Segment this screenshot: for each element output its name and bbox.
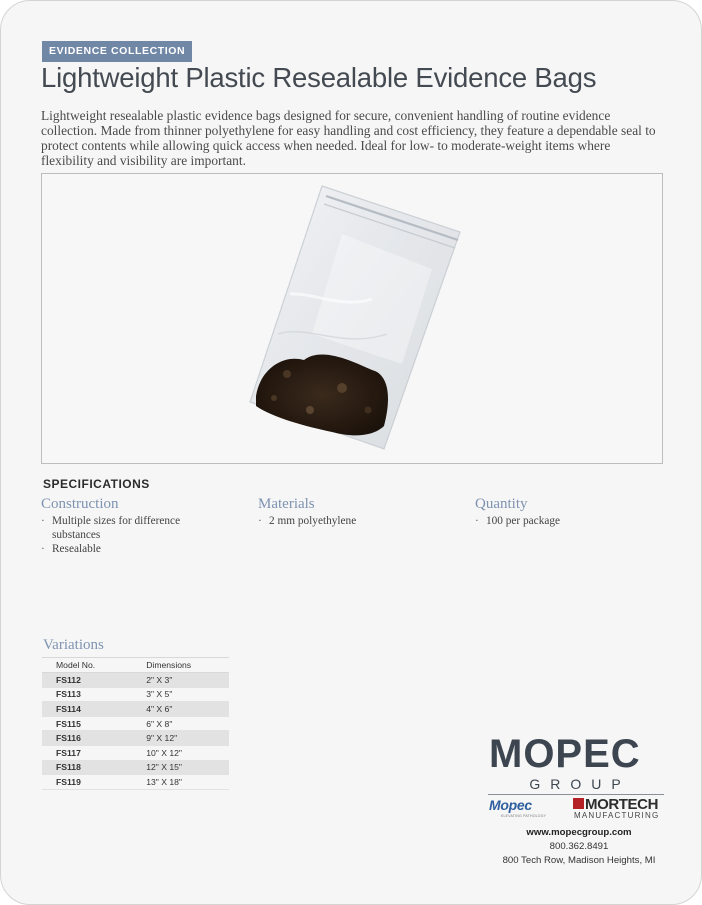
category-tag: EVIDENCE COLLECTION xyxy=(42,41,192,62)
table-row xyxy=(42,687,229,702)
variations-title: Variations xyxy=(43,637,104,653)
dimensions-cell: 10" X 12" xyxy=(126,745,229,760)
column-header-dimensions: Dimensions xyxy=(126,658,229,673)
spec-list-quantity xyxy=(475,515,665,529)
spec-list-construction xyxy=(41,515,231,556)
specifications-heading: SPECIFICATIONS xyxy=(43,477,150,491)
model-cell: FS117 xyxy=(42,745,126,760)
table-row xyxy=(42,745,229,760)
logo-group-text: GROUP xyxy=(529,776,631,792)
model-cell: FS115 xyxy=(42,716,126,731)
list-item: · Multiple sizes for difference substances xyxy=(41,515,231,543)
mopec-group-logo xyxy=(488,732,668,795)
table-row xyxy=(42,775,229,790)
contact-info xyxy=(481,826,677,868)
website-link[interactable]: www.mopecgroup.com xyxy=(526,827,632,838)
variations-table xyxy=(42,657,229,790)
dimensions-cell: 6" X 8" xyxy=(126,716,229,731)
sub-brand-logos xyxy=(489,797,665,823)
model-cell: FS112 xyxy=(42,673,126,688)
model-cell: FS113 xyxy=(42,687,126,702)
model-cell: FS114 xyxy=(42,702,126,717)
evidence-bag-photo xyxy=(42,174,662,463)
spec-title-materials: Materials xyxy=(258,496,315,512)
mopec-sub-tagline: ELEVATING PATHOLOGY xyxy=(501,814,547,818)
list-item: · 100 per package xyxy=(475,515,665,529)
spec-column-construction xyxy=(41,495,231,556)
model-cell: FS116 xyxy=(42,731,126,746)
list-item: · Resealable xyxy=(41,543,231,557)
dimensions-cell: 4" X 6" xyxy=(126,702,229,717)
page-title: Lightweight Plastic Resealable Evidence Bags xyxy=(41,62,597,93)
list-item: · 2 mm polyethylene xyxy=(258,515,448,529)
product-photo-frame xyxy=(41,173,663,464)
dimensions-cell: 12" X 15" xyxy=(126,760,229,775)
logo-wordmark: MOPEC xyxy=(489,732,641,776)
column-header-model: Model No. xyxy=(42,658,126,673)
spec-title-construction: Construction xyxy=(41,496,119,512)
table-header-row xyxy=(42,658,229,673)
table-row xyxy=(42,731,229,746)
logo-divider xyxy=(488,794,664,795)
mortech-logo: MORTECH xyxy=(585,796,659,813)
dimensions-cell: 13" X 18" xyxy=(126,775,229,790)
dimensions-cell: 9" X 12" xyxy=(126,731,229,746)
table-row xyxy=(42,760,229,775)
dimensions-cell: 3" X 5" xyxy=(126,687,229,702)
model-cell: FS119 xyxy=(42,775,126,790)
table-row xyxy=(42,673,229,688)
product-description: Lightweight resealable plastic evidence bags designed for secure, convenient handling of routine evidence collection. Made from thinner polyethylene for easy handling and cost efficiency, they feature a dependable seal to protect contents while allowing quick access when needed. Ideal for low- to moderate-weight items where flexibility and visibility are important. xyxy=(41,108,656,168)
spec-column-materials xyxy=(258,495,448,529)
spec-column-quantity xyxy=(475,495,665,529)
table-row xyxy=(42,702,229,717)
mortech-mark-icon xyxy=(573,798,584,809)
mortech-tagline: MANUFACTURING xyxy=(574,811,660,820)
spec-list-materials xyxy=(258,515,448,529)
spec-title-quantity: Quantity xyxy=(475,496,528,512)
table-row xyxy=(42,716,229,731)
dimensions-cell: 2" X 3" xyxy=(126,673,229,688)
address: 800 Tech Row, Madison Heights, MI xyxy=(502,855,656,866)
model-cell: FS118 xyxy=(42,760,126,775)
mopec-sub-logo: Mopec xyxy=(489,797,532,813)
phone-number: 800.362.8491 xyxy=(549,841,609,852)
